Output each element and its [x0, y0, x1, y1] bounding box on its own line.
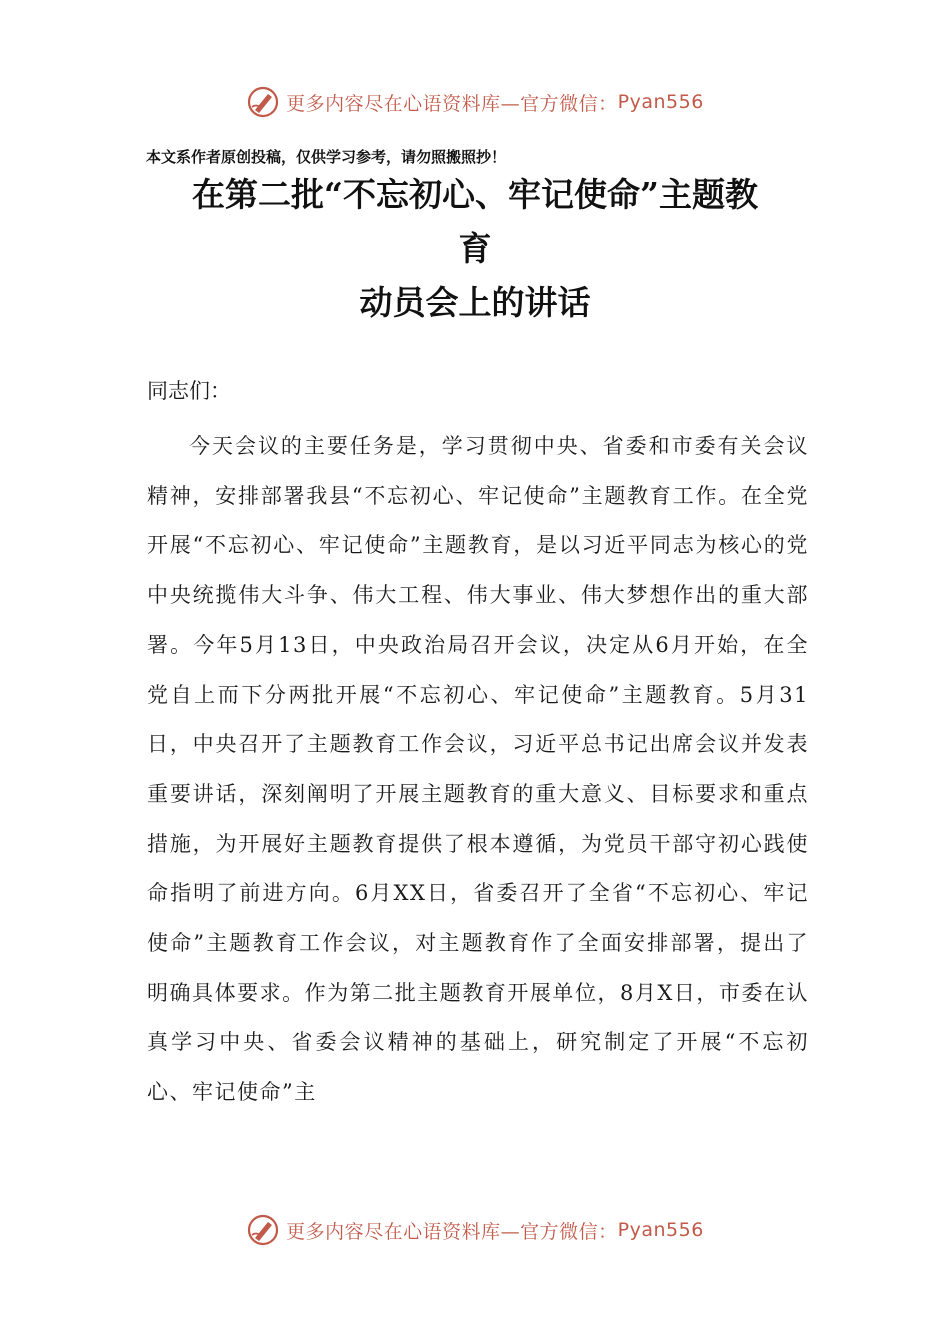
- title-line-1: 在第二批“不忘初心、牢记使命”主题教: [192, 175, 758, 214]
- salutation: 同志们：: [147, 379, 231, 403]
- copyright-notice: 本文系作者原创投稿，仅供学习参考，请勿照搬照抄！: [146, 148, 507, 166]
- watermark-text: 更多内容尽在心语资料库—官方微信：: [286, 92, 618, 115]
- pen-logo-icon: [246, 85, 280, 119]
- title-line-2: 育: [458, 229, 492, 268]
- watermark-wechat-id: Pyan556: [617, 91, 704, 113]
- document-title: [140, 168, 810, 330]
- pen-logo-icon: [246, 1213, 280, 1247]
- watermark-wechat-id: Pyan556: [617, 1219, 704, 1241]
- watermark-text: 更多内容尽在心语资料库—官方微信：: [286, 1220, 618, 1243]
- footer-watermark: [0, 1210, 950, 1250]
- title-line-3: 动员会上的讲话: [359, 283, 591, 322]
- header-watermark: [0, 82, 950, 122]
- body-paragraph: 今天会议的主要任务是，学习贯彻中央、省委和市委有关会议精神，安排部署我县“不忘初心、牢记使命”主题教育工作。在全党开展“不忘初心、牢记使命”主题教育，是以习近平同志为核心的党中央统揽伟大斗争、伟大工程、伟大事业、伟大梦想作出的重大部署。今年5月13日，中央政治局召开会议，决定从6月开始，在全党自上而下分两批开展“不忘初心、牢记使命”主题教育。5月31日，中央召开了主题教育工作会议，习近平总书记出席会议并发表重要讲话，深刻阐明了开展主题教育的重大意义、目标要求和重点措施，为开展好主题教育提供了根本遵循，为党员干部守初心践使命指明了前进方向。6月XX日，省委召开了全省“不忘初心、牢记使命”主题教育工作会议，对主题教育作了全面安排部署，提出了明确具体要求。作为第二批主题教育开展单位，8月X日，市委在认真学习中央、省委会议精神的基础上，研究制定了开展“不忘初心、牢记使命”主: [147, 434, 809, 1105]
